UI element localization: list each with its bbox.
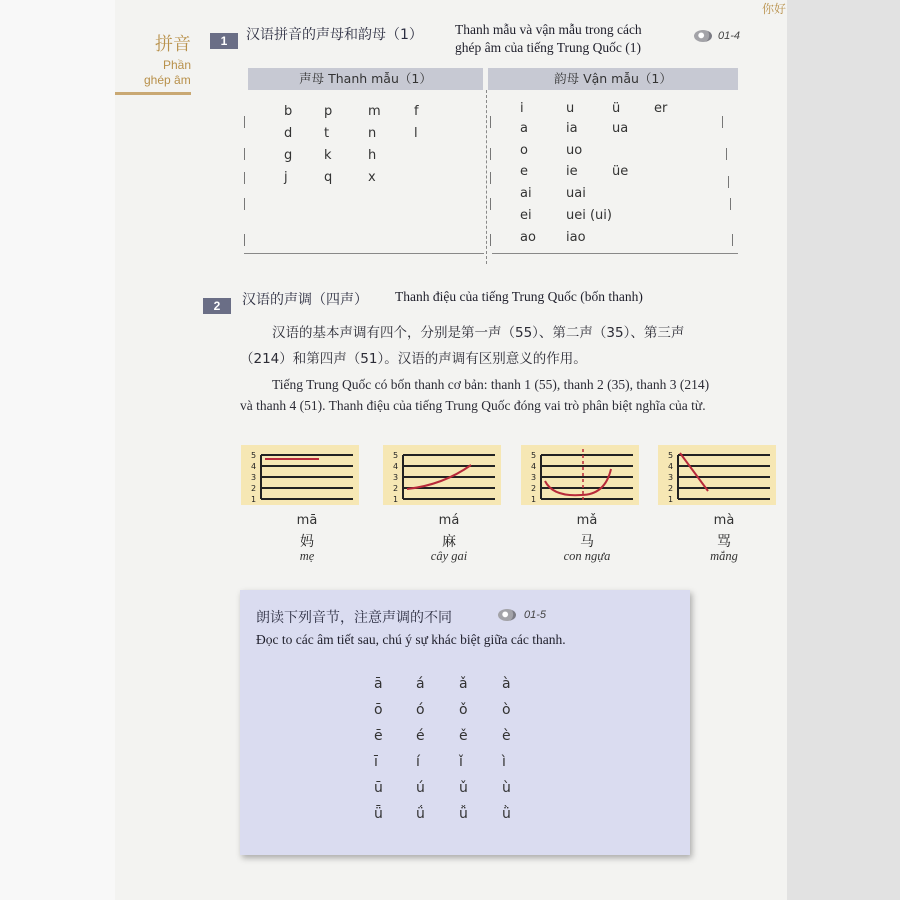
final-cell: i xyxy=(520,101,524,116)
corner-text: 你好 xyxy=(762,2,787,16)
scale-label: 2 xyxy=(668,484,674,493)
tone-vowel: ǚ xyxy=(459,806,468,822)
tone-vowel: ē xyxy=(374,728,383,744)
section-2-title-vi: Thanh điệu của tiếng Trung Quốc (bốn thanh) xyxy=(395,289,643,304)
tone-vowel: ǐ xyxy=(459,754,463,770)
scale-label: 5 xyxy=(251,451,257,460)
tone-vowel: ǒ xyxy=(459,702,468,718)
scale-label: 1 xyxy=(393,495,399,504)
final-cell: ü xyxy=(612,101,621,116)
initial-cell: h xyxy=(368,148,377,163)
initials-header: 声母 Thanh mẫu（1） xyxy=(248,68,483,90)
final-cell: u xyxy=(566,101,575,116)
scale-label: 4 xyxy=(251,462,257,471)
practice-title-zh: 朗读下列音节，注意声调的不同 xyxy=(256,610,452,626)
tone-hanzi: 妈 xyxy=(300,534,314,550)
tone-vowel: ǘ xyxy=(416,806,425,822)
table-rule xyxy=(490,148,491,160)
tone-vowel: á xyxy=(416,676,425,692)
scale-label: 3 xyxy=(668,473,674,482)
initial-cell: f xyxy=(414,104,419,119)
pinyin-table xyxy=(248,68,738,264)
section-1-title-vi-1: Thanh mẫu và vận mẫu trong cách xyxy=(455,22,642,37)
scale-label: 2 xyxy=(251,484,257,493)
tone-pinyin: mà xyxy=(713,513,735,528)
final-cell: ua xyxy=(612,121,629,136)
tone-vowel: ì xyxy=(502,754,506,770)
final-cell: ei xyxy=(520,208,532,223)
section-1-title-vi-2: ghép âm của tiếng Trung Quốc (1) xyxy=(455,40,641,55)
table-rule xyxy=(490,198,491,210)
table-bottom-rule xyxy=(244,253,484,254)
tone-diagram xyxy=(521,445,639,505)
tone-vowel: ī xyxy=(374,754,378,770)
scale-label: 4 xyxy=(668,462,674,471)
final-cell: ai xyxy=(520,186,532,201)
section-2-number: 2 xyxy=(203,298,231,314)
tone-description-vi-1: Tiếng Trung Quốc có bốn thanh cơ bản: thanh 1 (55), thanh 2 (35), thanh 3 (214) xyxy=(272,377,710,392)
sidebar-zh-label: 拼音 xyxy=(155,34,191,55)
tone-contour xyxy=(545,469,611,495)
sidebar-vi-label-1: Phần xyxy=(163,58,192,72)
scale-label: 3 xyxy=(251,473,257,482)
section-2-title-zh: 汉语的声调（四声） xyxy=(242,292,368,308)
tone-vowel: è xyxy=(502,728,511,744)
tone-pinyin: má xyxy=(438,513,460,528)
tone-hanzi: 麻 xyxy=(442,534,456,550)
final-cell: er xyxy=(654,101,668,116)
final-cell: e xyxy=(520,164,528,179)
table-rule xyxy=(490,116,491,128)
scale-label: 2 xyxy=(393,484,399,493)
audio-cd-icon[interactable] xyxy=(498,609,516,621)
table-divider xyxy=(486,90,487,264)
scale-label: 3 xyxy=(393,473,399,482)
final-cell: iao xyxy=(566,230,586,245)
left-margin xyxy=(0,0,115,900)
tone-description-zh-1: 汉语的基本声调有四个，分别是第一声（55）、第二声（35）、第三声 xyxy=(272,325,685,341)
initial-cell: b xyxy=(284,104,293,119)
tone-diagram xyxy=(658,445,776,505)
tone-vowel: ǖ xyxy=(374,806,383,822)
final-cell: uai xyxy=(566,186,586,201)
sidebar-divider xyxy=(115,92,191,95)
tone-hanzi: 马 xyxy=(580,534,594,550)
initial-cell: l xyxy=(414,126,418,141)
tone-meaning: mắng xyxy=(710,549,738,563)
scale-label: 2 xyxy=(531,484,537,493)
tone-hanzi: 骂 xyxy=(717,534,731,550)
table-rule xyxy=(726,148,727,160)
finals-header: 韵母 Vận mẫu（1） xyxy=(488,68,738,90)
initial-cell: d xyxy=(284,126,293,141)
practice-title-vi: Đọc to các âm tiết sau, chú ý sự khác biệt giữa các thanh. xyxy=(256,632,566,647)
tone-vowel: ò xyxy=(502,702,511,718)
tone-meaning: con ngựa xyxy=(563,549,611,563)
final-cell: uo xyxy=(566,143,583,158)
final-cell: ao xyxy=(520,230,536,245)
sidebar-vi-label-2: ghép âm xyxy=(144,73,191,87)
tone-diagram xyxy=(241,445,359,505)
initial-cell: t xyxy=(324,126,330,141)
scale-label: 4 xyxy=(393,462,399,471)
final-cell: ie xyxy=(566,164,578,179)
audio-track-label: 01-4 xyxy=(718,30,741,42)
table-rule xyxy=(244,116,245,128)
tone-vowel: ǎ xyxy=(459,676,468,692)
scale-label: 5 xyxy=(531,451,537,460)
initial-cell: g xyxy=(284,148,293,163)
final-cell: a xyxy=(520,121,528,136)
scale-label: 1 xyxy=(251,495,257,504)
tone-meaning: cây gai xyxy=(430,549,468,563)
tone-pinyin: mā xyxy=(296,513,318,528)
practice-box xyxy=(240,590,690,855)
scale-label: 5 xyxy=(668,451,674,460)
initial-cell: j xyxy=(284,170,288,185)
table-rule xyxy=(732,234,733,246)
scale-label: 1 xyxy=(531,495,537,504)
tone-description-zh-2: （214）和第四声（51）。汉语的声调有区别意义的作用。 xyxy=(240,351,587,367)
right-margin xyxy=(787,0,900,900)
tone-vowel: ǜ xyxy=(502,806,511,822)
tone-vowel: ū xyxy=(374,780,383,796)
initial-cell: k xyxy=(324,148,332,163)
tone-vowel: ǔ xyxy=(459,780,468,796)
table-rule xyxy=(722,116,723,128)
tone-vowel: ù xyxy=(502,780,511,796)
initial-cell: n xyxy=(368,126,377,141)
initial-cell: p xyxy=(324,104,333,119)
initial-cell: x xyxy=(368,170,376,185)
scale-label: 1 xyxy=(668,495,674,504)
audio-track-label: 01-5 xyxy=(524,609,547,621)
table-rule xyxy=(730,198,731,210)
tone-description-vi-2: và thanh 4 (51). Thanh điệu của tiếng Trung Quốc đóng vai trò phân biệt nghĩa của từ. xyxy=(240,398,706,413)
tone-vowel: à xyxy=(502,676,511,692)
tone-pinyin: mǎ xyxy=(576,513,598,528)
table-rule xyxy=(244,234,245,246)
final-cell: o xyxy=(520,143,528,158)
table-rule xyxy=(728,176,729,188)
tone-diagram xyxy=(383,445,501,505)
scale-label: 4 xyxy=(531,462,537,471)
scale-label: 3 xyxy=(531,473,537,482)
audio-cd-icon[interactable] xyxy=(694,30,712,42)
tone-vowel: ā xyxy=(374,676,383,692)
table-rule xyxy=(244,148,245,160)
table-rule xyxy=(490,172,491,184)
table-rule xyxy=(490,234,491,246)
tone-vowel: é xyxy=(416,728,425,744)
tone-contour xyxy=(680,453,708,491)
table-rule xyxy=(244,172,245,184)
tone-vowel: í xyxy=(416,754,420,770)
tone-vowel: ó xyxy=(416,702,425,718)
initial-cell: q xyxy=(324,170,333,185)
tone-vowel: ō xyxy=(374,702,383,718)
final-cell: üe xyxy=(612,164,629,179)
tone-vowel: ě xyxy=(459,728,468,744)
final-cell: ia xyxy=(566,121,578,136)
initial-cell: m xyxy=(368,104,381,119)
section-1-title-zh: 汉语拼音的声母和韵母（1） xyxy=(246,27,423,43)
table-rule xyxy=(244,198,245,210)
tone-vowel: ú xyxy=(416,780,425,796)
final-cell: uei (ui) xyxy=(566,208,612,223)
table-bottom-rule xyxy=(492,253,738,254)
section-1-number: 1 xyxy=(210,33,238,49)
tone-meaning: mẹ xyxy=(299,549,315,563)
scale-label: 5 xyxy=(393,451,399,460)
